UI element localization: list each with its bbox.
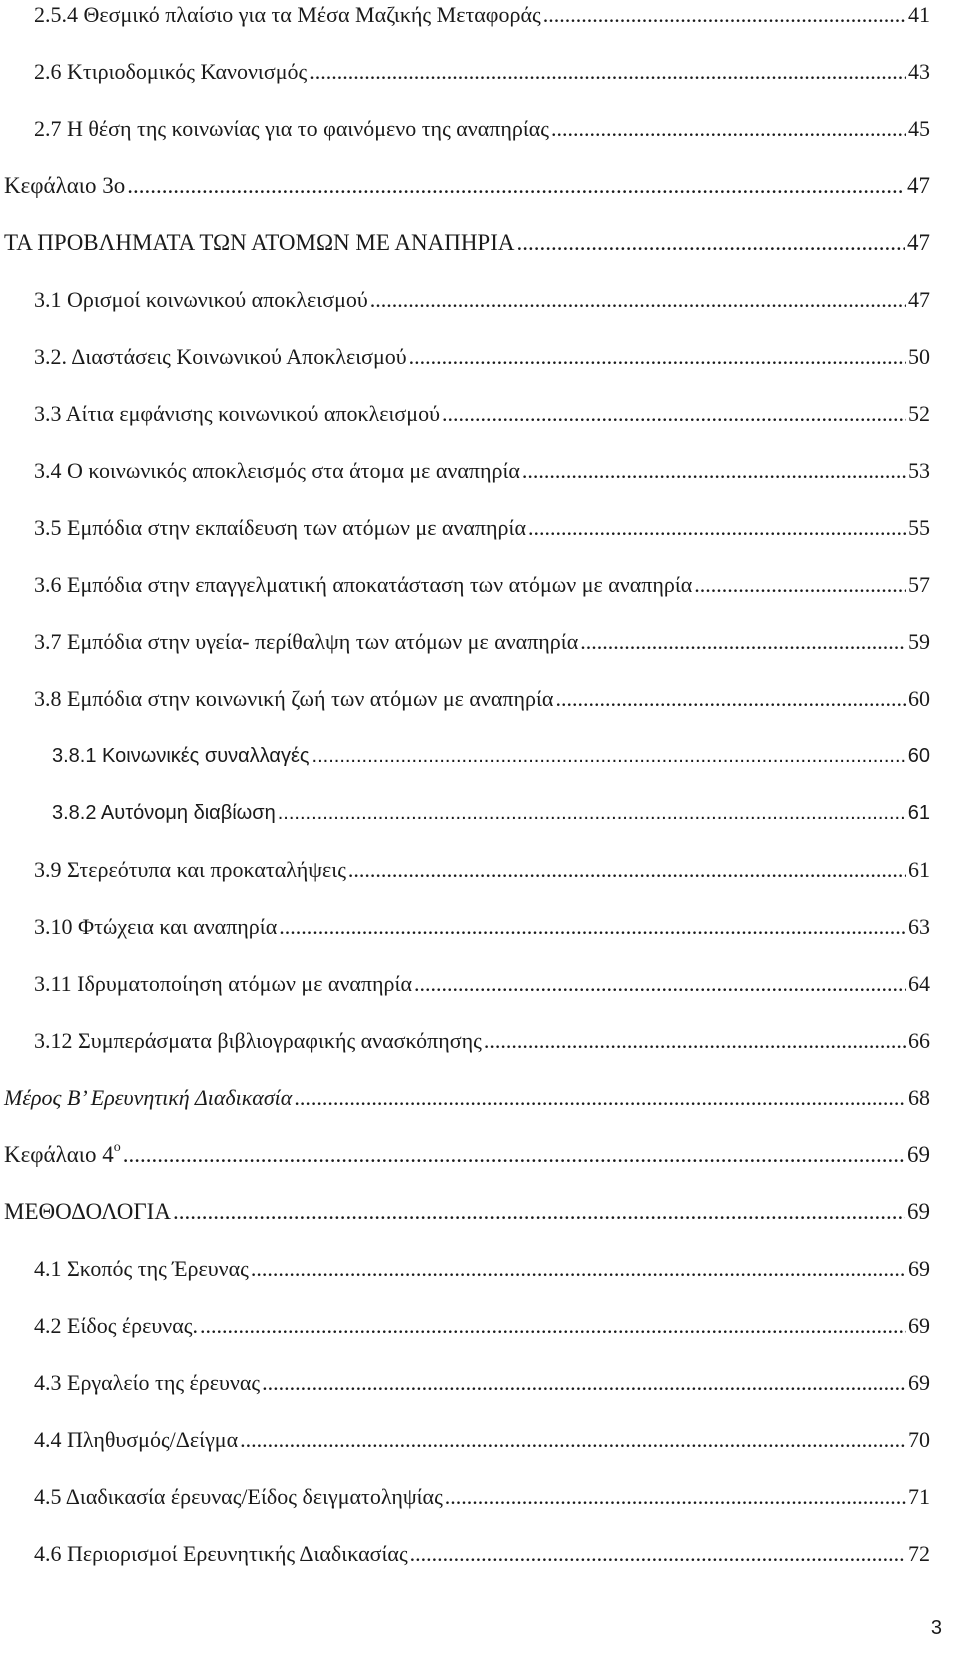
toc-entry: [0, 1014, 930, 1054]
toc-entry-title-text: Κεφάλαιο 4: [4, 1142, 114, 1167]
dot-leader: [294, 1085, 906, 1111]
toc-entry-title: 4.1 Σκοπός της Έρευνας: [34, 1256, 249, 1281]
toc-entry: [0, 273, 930, 313]
toc-entry-title: 2.6 Κτιριοδομικός Κανονισμός: [34, 59, 308, 84]
toc-entry-page: 66: [908, 1028, 930, 1053]
dot-leader: [123, 1141, 905, 1168]
dot-leader: [445, 1484, 906, 1510]
toc-entry-page: 69: [907, 1142, 930, 1167]
dot-leader: [414, 971, 906, 997]
dot-leader: [528, 515, 906, 541]
dot-leader: [200, 1313, 906, 1339]
toc-entry: [0, 102, 930, 142]
dot-leader: [517, 229, 906, 256]
toc-entry-title: Κεφάλαιο 3ο: [4, 173, 126, 198]
dot-leader: [551, 116, 906, 142]
toc-entry-title: 3.2. Διαστάσεις Κοινωνικού Αποκλεισμού: [34, 344, 407, 369]
toc-entry-page: 47: [907, 230, 930, 255]
toc-entry-page: 69: [907, 1199, 930, 1224]
toc-entry-title: 4.4 Πληθυσμός/Δείγμα: [34, 1427, 239, 1452]
dot-leader: [240, 1427, 906, 1453]
dot-leader: [251, 1256, 906, 1282]
toc-entry: [0, 330, 930, 370]
dot-leader: [484, 1028, 906, 1054]
toc-entry-page: 69: [908, 1256, 930, 1281]
toc-entry-page: 60: [908, 686, 930, 711]
toc-entry: [0, 1128, 930, 1168]
toc-entry-page: 45: [908, 116, 930, 141]
dot-leader: [309, 59, 906, 85]
toc-entry-page: 61: [908, 857, 930, 882]
dot-leader: [312, 744, 906, 769]
superscript: ο: [113, 1140, 121, 1156]
toc-entry: [0, 615, 930, 655]
toc-entry: [0, 1470, 930, 1510]
toc-entry: [0, 672, 930, 712]
toc-entry-title: 3.8 Εμπόδια στην κοινωνική ζωή των ατόμων με αναπηρία: [34, 686, 554, 711]
toc-entry-page: 68: [908, 1085, 930, 1110]
toc-entry: [0, 45, 930, 85]
toc-entry-title: 3.12 Συμπεράσματα βιβλιογραφικής ανασκόπησης: [34, 1028, 482, 1053]
toc-entry: [0, 159, 930, 199]
dot-leader: [410, 1541, 906, 1567]
toc-entry-page: 53: [908, 458, 930, 483]
dot-leader: [279, 914, 906, 940]
toc-entry-title: 3.1 Ορισμοί κοινωνικού αποκλεισμού: [34, 287, 368, 312]
toc-entry-page: 69: [908, 1313, 930, 1338]
dot-leader: [278, 801, 906, 826]
toc-entry: [0, 501, 930, 541]
toc-entry-page: 47: [907, 173, 930, 198]
dot-leader: [442, 401, 906, 427]
toc-entry: [0, 957, 930, 997]
toc-entry-page: 43: [908, 59, 930, 84]
toc-entry-title: 3.8.2 Αυτόνομη διαβίωση: [52, 802, 276, 824]
toc-entry: [0, 0, 930, 28]
dot-leader: [543, 2, 906, 28]
dot-leader: [409, 344, 906, 370]
toc-entry: [0, 843, 930, 883]
dot-leader: [370, 287, 906, 313]
dot-leader: [348, 857, 906, 883]
toc-entry-title: 4.3 Εργαλείο της έρευνας: [34, 1370, 261, 1395]
dot-leader: [522, 458, 906, 484]
toc-entry-page: 69: [908, 1370, 930, 1395]
toc-entry: [0, 444, 930, 484]
toc-entry-title: 4.6 Περιορισμοί Ερευνητικής Διαδικασίας: [34, 1541, 408, 1566]
toc-entry: [0, 729, 930, 769]
toc-entry-title: 3.8.1 Κοινωνικές συναλλαγές: [52, 745, 310, 767]
toc-entry-title: [4, 1141, 121, 1168]
toc-entry-title: 3.11 Ιδρυματοποίηση ατόμων με αναπηρία: [34, 971, 412, 996]
toc-entry-page: 52: [908, 401, 930, 426]
toc-entry-title: 3.10 Φτώχεια και αναπηρία: [34, 914, 278, 939]
page-number: 3: [930, 1617, 942, 1639]
toc-entry-title: 3.9 Στερεότυπα και προκαταλήψεις: [34, 857, 346, 882]
toc-entry-title: 2.5.4 Θεσμικό πλαίσιο για τα Μέσα Μαζικής Μεταφοράς: [34, 2, 541, 27]
toc-entry: [0, 1356, 930, 1396]
toc-entry: [0, 900, 930, 940]
toc-entry-title: 3.7 Εμπόδια στην υγεία- περίθαλψη των ατόμων με αναπηρία: [34, 629, 579, 654]
toc-entry: [0, 1185, 930, 1225]
toc-entry: [0, 786, 930, 826]
toc-entry-title: 3.4 Ο κοινωνικός αποκλεισμός στα άτομα με αναπηρία: [34, 458, 520, 483]
toc-entry: [0, 1071, 930, 1111]
toc-entry: [0, 558, 930, 598]
toc-entry-title: ΜΕΘΟΔΟΛΟΓΙΑ: [4, 1199, 171, 1224]
toc-entry-page: 41: [908, 2, 930, 27]
toc-entry-title: Μέρος Β’ Ερευνητική Διαδικασία: [4, 1085, 293, 1110]
toc-entry-page: 63: [908, 914, 930, 939]
toc-entry-page: 47: [908, 287, 930, 312]
toc-entry-page: 71: [908, 1484, 930, 1509]
dot-leader: [694, 572, 906, 598]
toc-entry: [0, 1242, 930, 1282]
toc-entry-page: 59: [908, 629, 930, 654]
toc-entry-title: ΤΑ ΠΡΟΒΛΗΜΑΤΑ ΤΩΝ ΑΤΟΜΩΝ ΜΕ ΑΝΑΠΗΡΙΑ: [4, 230, 515, 255]
dot-leader: [555, 686, 906, 712]
toc-entry-page: 60: [907, 745, 930, 767]
toc-entry-page: 64: [908, 971, 930, 996]
dot-leader: [127, 172, 905, 199]
toc-entry: [0, 1527, 930, 1567]
dot-leader: [580, 629, 906, 655]
toc-entry-title: 2.7 Η θέση της κοινωνίας για το φαινόμενο της αναπηρίας: [34, 116, 550, 141]
toc-entry-page: 50: [908, 344, 930, 369]
toc-entry-title: 3.6 Εμπόδια στην επαγγελματική αποκατάσταση των ατόμων με αναπηρία: [34, 572, 693, 597]
toc-entry: [0, 1299, 930, 1339]
toc-entry-page: 61: [907, 802, 930, 824]
toc-entry-page: 70: [908, 1427, 930, 1452]
toc-entry-page: 55: [908, 515, 930, 540]
toc-entry: [0, 387, 930, 427]
toc-entry-page: 57: [908, 572, 930, 597]
toc-entry-page: 72: [908, 1541, 930, 1566]
toc-entry-title: 4.5 Διαδικασία έρευνας/Είδος δειγματοληψίας: [34, 1484, 443, 1509]
dot-leader: [173, 1198, 905, 1225]
dot-leader: [262, 1370, 906, 1396]
toc-entry: [0, 216, 930, 256]
toc-entry-title: 3.5 Εμπόδια στην εκπαίδευση των ατόμων με αναπηρία: [34, 515, 526, 540]
toc-entry-title: 3.3 Αίτια εμφάνισης κοινωνικού αποκλεισμού: [34, 401, 440, 426]
toc-entry-title: 4.2 Είδος έρευνας.: [34, 1313, 198, 1338]
toc-entry: [0, 1413, 930, 1453]
